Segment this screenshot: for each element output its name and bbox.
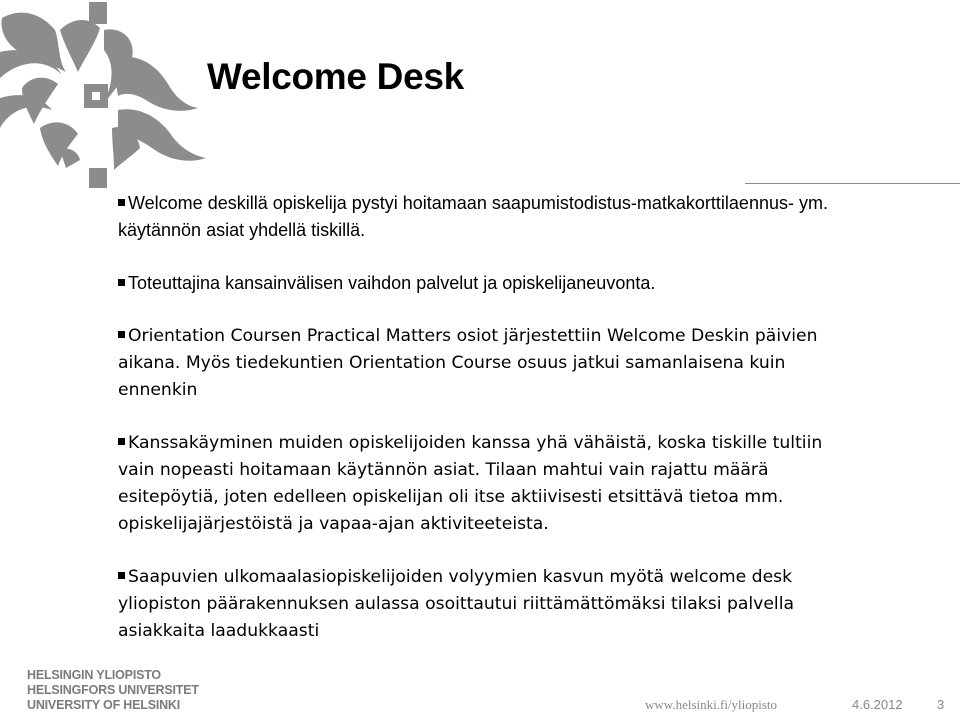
square-bullet-icon (118, 279, 125, 286)
square-bullet-icon (118, 438, 125, 445)
university-name-sv: HELSINGFORS UNIVERSITET (27, 683, 199, 697)
footer-date: 4.6.2012 (852, 697, 903, 712)
bullet-item (118, 190, 838, 244)
university-name (27, 668, 199, 713)
square-bullet-icon (118, 572, 125, 579)
bullet-item (118, 270, 838, 297)
university-flame-logo-icon (0, 0, 210, 190)
bullet-item (118, 323, 838, 404)
university-name-fi: HELSINGIN YLIOPISTO (27, 668, 161, 682)
bullet-item (118, 430, 838, 538)
bullet-text: Kanssakäyminen muiden opiskelijoiden kanssa yhä vähäistä, koska tiskille tultiin vain nopeasti hoitamaan käytännön asiat. Tilaan mahtui vain rajattu määrä esitepöytiä, joten edelleen opiskelijan oli itse aktiivisesti etsittävä tietoa mm. opiskelijajärjestöistä ja vapaa-ajan aktiviteeteista. (118, 433, 823, 534)
university-name-en: UNIVERSITY OF HELSINKI (27, 698, 181, 712)
bullet-text: Toteuttajina kansainvälisen vaihdon palvelut ja opiskelijaneuvonta. (128, 273, 656, 293)
slide-content (118, 190, 838, 645)
header-divider (745, 183, 960, 184)
square-bullet-icon (118, 199, 125, 206)
square-bullet-icon (118, 331, 125, 338)
slide-title: Welcome Desk (207, 56, 464, 97)
bullet-item (118, 564, 838, 645)
bullet-text: Welcome deskillä opiskelija pystyi hoitamaan saapumistodistus-matkakorttilaennus- ym. käytännön asiat yhdellä tiskillä. (118, 193, 828, 240)
bullet-text: Orientation Coursen Practical Matters osiot järjestettiin Welcome Deskin päivien aikana. Myös tiedekuntien Orientation Course osuus jatkui samanlaisena kuin ennenkin (118, 326, 818, 400)
footer-page-number: 3 (937, 697, 945, 712)
bullet-text: Saapuvien ulkomaalasiopiskelijoiden volyymien kasvun myötä welcome desk yliopiston päärakennuksen aulassa osoittautui riittämättömäksi tilaksi palvella asiakkaita laadukkaasti (118, 567, 795, 641)
footer-url: www.helsinki.fi/yliopisto (645, 697, 778, 712)
